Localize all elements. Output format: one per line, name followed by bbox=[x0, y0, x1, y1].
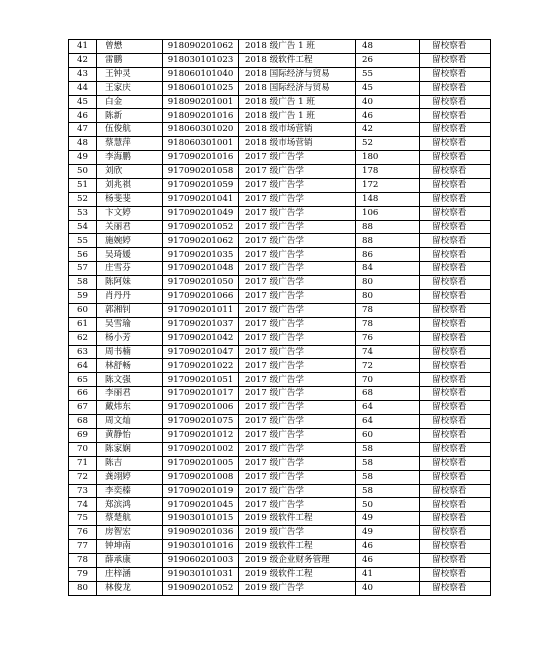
class-name-cell: 2017 级广告学 bbox=[239, 484, 356, 498]
table-row bbox=[69, 359, 491, 373]
score-cell: 49 bbox=[356, 526, 420, 540]
row-number-cell: 80 bbox=[69, 581, 97, 595]
disciplinary-action-cell: 留校察看 bbox=[420, 248, 491, 262]
table-row bbox=[69, 498, 491, 512]
disciplinary-action-cell: 留校察看 bbox=[420, 387, 491, 401]
student-id-cell: 918030101023 bbox=[163, 53, 239, 67]
student-id-cell: 917090201052 bbox=[163, 220, 239, 234]
disciplinary-action-cell: 留校察看 bbox=[420, 553, 491, 567]
table-row bbox=[69, 192, 491, 206]
class-name-cell: 2018 国际经济与贸易 bbox=[239, 81, 356, 95]
table-row bbox=[69, 345, 491, 359]
class-name-cell: 2017 级广告学 bbox=[239, 456, 356, 470]
table-row bbox=[69, 67, 491, 81]
student-name-cell: 杨斐斐 bbox=[97, 192, 163, 206]
table-row bbox=[69, 53, 491, 67]
score-cell: 41 bbox=[356, 567, 420, 581]
class-name-cell: 2019 级软件工程 bbox=[239, 567, 356, 581]
class-name-cell: 2017 级广告学 bbox=[239, 178, 356, 192]
table-row bbox=[69, 220, 491, 234]
table-row bbox=[69, 470, 491, 484]
table-row bbox=[69, 373, 491, 387]
student-id-cell: 917090201058 bbox=[163, 165, 239, 179]
score-cell: 42 bbox=[356, 123, 420, 137]
student-name-cell: 庄梓涵 bbox=[97, 567, 163, 581]
student-name-cell: 曾懋 bbox=[97, 40, 163, 54]
score-cell: 178 bbox=[356, 165, 420, 179]
disciplinary-action-cell: 留校察看 bbox=[420, 290, 491, 304]
disciplinary-action-cell: 留校察看 bbox=[420, 401, 491, 415]
row-number-cell: 51 bbox=[69, 178, 97, 192]
student-name-cell: 关丽君 bbox=[97, 220, 163, 234]
row-number-cell: 64 bbox=[69, 359, 97, 373]
score-cell: 58 bbox=[356, 456, 420, 470]
class-name-cell: 2018 级市场营销 bbox=[239, 123, 356, 137]
student-id-cell: 918090201001 bbox=[163, 95, 239, 109]
student-name-cell: 白金 bbox=[97, 95, 163, 109]
table-row bbox=[69, 331, 491, 345]
row-number-cell: 69 bbox=[69, 428, 97, 442]
disciplinary-action-cell: 留校察看 bbox=[420, 359, 491, 373]
score-cell: 48 bbox=[356, 40, 420, 54]
row-number-cell: 52 bbox=[69, 192, 97, 206]
student-id-cell: 917090201066 bbox=[163, 290, 239, 304]
row-number-cell: 74 bbox=[69, 498, 97, 512]
table-row bbox=[69, 387, 491, 401]
row-number-cell: 63 bbox=[69, 345, 97, 359]
class-name-cell: 2019 级软件工程 bbox=[239, 512, 356, 526]
disciplinary-action-cell: 留校察看 bbox=[420, 484, 491, 498]
score-cell: 58 bbox=[356, 484, 420, 498]
student-id-cell: 917090201002 bbox=[163, 442, 239, 456]
class-name-cell: 2018 级市场营销 bbox=[239, 137, 356, 151]
table-row bbox=[69, 317, 491, 331]
class-name-cell: 2018 级广告 1 班 bbox=[239, 109, 356, 123]
student-name-cell: 林舒畅 bbox=[97, 359, 163, 373]
disciplinary-action-cell: 留校察看 bbox=[420, 581, 491, 595]
score-cell: 50 bbox=[356, 498, 420, 512]
student-name-cell: 王钟灵 bbox=[97, 67, 163, 81]
disciplinary-action-cell: 留校察看 bbox=[420, 331, 491, 345]
student-name-cell: 林俊龙 bbox=[97, 581, 163, 595]
score-cell: 80 bbox=[356, 276, 420, 290]
student-id-cell: 917090201011 bbox=[163, 303, 239, 317]
score-cell: 74 bbox=[356, 345, 420, 359]
row-number-cell: 71 bbox=[69, 456, 97, 470]
disciplinary-action-cell: 留校察看 bbox=[420, 470, 491, 484]
row-number-cell: 62 bbox=[69, 331, 97, 345]
student-id-cell: 917090201019 bbox=[163, 484, 239, 498]
student-name-cell: 王家庆 bbox=[97, 81, 163, 95]
class-name-cell: 2017 级广告学 bbox=[239, 248, 356, 262]
table-row bbox=[69, 262, 491, 276]
score-cell: 106 bbox=[356, 206, 420, 220]
class-name-cell: 2017 级广告学 bbox=[239, 359, 356, 373]
disciplinary-action-cell: 留校察看 bbox=[420, 415, 491, 429]
row-number-cell: 57 bbox=[69, 262, 97, 276]
row-number-cell: 53 bbox=[69, 206, 97, 220]
disciplinary-action-cell: 留校察看 bbox=[420, 276, 491, 290]
student-name-cell: 陈家娴 bbox=[97, 442, 163, 456]
class-name-cell: 2018 级广告 1 班 bbox=[239, 40, 356, 54]
student-id-cell: 917090201049 bbox=[163, 206, 239, 220]
class-name-cell: 2019 级企业财务管理 bbox=[239, 553, 356, 567]
class-name-cell: 2018 级软件工程 bbox=[239, 53, 356, 67]
student-name-cell: 卞文婷 bbox=[97, 206, 163, 220]
table-row bbox=[69, 442, 491, 456]
class-name-cell: 2017 级广告学 bbox=[239, 373, 356, 387]
class-name-cell: 2017 级广告学 bbox=[239, 303, 356, 317]
student-name-cell: 李奕榛 bbox=[97, 484, 163, 498]
class-name-cell: 2017 级广告学 bbox=[239, 387, 356, 401]
table-row bbox=[69, 540, 491, 554]
class-name-cell: 2017 级广告学 bbox=[239, 276, 356, 290]
disciplinary-action-cell: 留校察看 bbox=[420, 345, 491, 359]
student-name-cell: 施婉婷 bbox=[97, 234, 163, 248]
class-name-cell: 2017 级广告学 bbox=[239, 470, 356, 484]
table-row bbox=[69, 415, 491, 429]
student-id-cell: 919090201052 bbox=[163, 581, 239, 595]
score-cell: 60 bbox=[356, 428, 420, 442]
score-cell: 84 bbox=[356, 262, 420, 276]
class-name-cell: 2017 级广告学 bbox=[239, 442, 356, 456]
disciplinary-action-cell: 留校察看 bbox=[420, 178, 491, 192]
class-name-cell: 2017 级广告学 bbox=[239, 331, 356, 345]
student-name-cell: 刘兆祺 bbox=[97, 178, 163, 192]
student-name-cell: 戴炜东 bbox=[97, 401, 163, 415]
student-id-cell: 919090201036 bbox=[163, 526, 239, 540]
disciplinary-action-cell: 留校察看 bbox=[420, 192, 491, 206]
score-cell: 80 bbox=[356, 290, 420, 304]
student-name-cell: 吴雪瑜 bbox=[97, 317, 163, 331]
table-row bbox=[69, 581, 491, 595]
table-row bbox=[69, 553, 491, 567]
student-id-cell: 917090201016 bbox=[163, 151, 239, 165]
table-row bbox=[69, 81, 491, 95]
row-number-cell: 65 bbox=[69, 373, 97, 387]
student-name-cell: 李海鹏 bbox=[97, 151, 163, 165]
row-number-cell: 56 bbox=[69, 248, 97, 262]
student-id-cell: 917090201022 bbox=[163, 359, 239, 373]
table-row bbox=[69, 303, 491, 317]
student-id-cell: 918060301001 bbox=[163, 137, 239, 151]
table-row bbox=[69, 567, 491, 581]
disciplinary-action-cell: 留校察看 bbox=[420, 40, 491, 54]
score-cell: 172 bbox=[356, 178, 420, 192]
class-name-cell: 2017 级广告学 bbox=[239, 498, 356, 512]
disciplinary-action-cell: 留校察看 bbox=[420, 123, 491, 137]
table-row bbox=[69, 512, 491, 526]
class-name-cell: 2017 级广告学 bbox=[239, 317, 356, 331]
score-cell: 46 bbox=[356, 109, 420, 123]
student-id-cell: 918090201062 bbox=[163, 40, 239, 54]
class-name-cell: 2018 国际经济与贸易 bbox=[239, 67, 356, 81]
row-number-cell: 68 bbox=[69, 415, 97, 429]
table-row bbox=[69, 137, 491, 151]
row-number-cell: 72 bbox=[69, 470, 97, 484]
table-row bbox=[69, 123, 491, 137]
disciplinary-action-cell: 留校察看 bbox=[420, 456, 491, 470]
student-id-cell: 917090201045 bbox=[163, 498, 239, 512]
class-name-cell: 2017 级广告学 bbox=[239, 290, 356, 304]
class-name-cell: 2017 级广告学 bbox=[239, 345, 356, 359]
class-name-cell: 2017 级广告学 bbox=[239, 428, 356, 442]
student-id-cell: 917090201075 bbox=[163, 415, 239, 429]
student-id-cell: 917090201041 bbox=[163, 192, 239, 206]
student-id-cell: 919030101015 bbox=[163, 512, 239, 526]
table-row bbox=[69, 178, 491, 192]
table-row bbox=[69, 248, 491, 262]
table-row bbox=[69, 484, 491, 498]
table-row bbox=[69, 401, 491, 415]
class-name-cell: 2017 级广告学 bbox=[239, 165, 356, 179]
student-name-cell: 陈新 bbox=[97, 109, 163, 123]
score-cell: 78 bbox=[356, 317, 420, 331]
row-number-cell: 48 bbox=[69, 137, 97, 151]
score-cell: 180 bbox=[356, 151, 420, 165]
score-cell: 86 bbox=[356, 248, 420, 262]
row-number-cell: 67 bbox=[69, 401, 97, 415]
score-cell: 52 bbox=[356, 137, 420, 151]
disciplinary-action-cell: 留校察看 bbox=[420, 137, 491, 151]
score-cell: 49 bbox=[356, 512, 420, 526]
student-id-cell: 917090201059 bbox=[163, 178, 239, 192]
student-name-cell: 雷鹏 bbox=[97, 53, 163, 67]
row-number-cell: 42 bbox=[69, 53, 97, 67]
table-row bbox=[69, 276, 491, 290]
student-id-cell: 917090201037 bbox=[163, 317, 239, 331]
table-row bbox=[69, 526, 491, 540]
disciplinary-action-cell: 留校察看 bbox=[420, 373, 491, 387]
disciplinary-action-cell: 留校察看 bbox=[420, 540, 491, 554]
score-cell: 58 bbox=[356, 470, 420, 484]
student-id-cell: 917090201051 bbox=[163, 373, 239, 387]
table-row bbox=[69, 428, 491, 442]
row-number-cell: 78 bbox=[69, 553, 97, 567]
class-name-cell: 2017 级广告学 bbox=[239, 206, 356, 220]
row-number-cell: 49 bbox=[69, 151, 97, 165]
disciplinary-action-cell: 留校察看 bbox=[420, 81, 491, 95]
class-name-cell: 2018 级广告 1 班 bbox=[239, 95, 356, 109]
student-name-cell: 钟坤南 bbox=[97, 540, 163, 554]
class-name-cell: 2017 级广告学 bbox=[239, 415, 356, 429]
class-name-cell: 2017 级广告学 bbox=[239, 401, 356, 415]
score-cell: 78 bbox=[356, 303, 420, 317]
disciplinary-action-cell: 留校察看 bbox=[420, 498, 491, 512]
student-name-cell: 周书楠 bbox=[97, 345, 163, 359]
row-number-cell: 76 bbox=[69, 526, 97, 540]
disciplinary-action-cell: 留校察看 bbox=[420, 428, 491, 442]
disciplinary-action-cell: 留校察看 bbox=[420, 206, 491, 220]
row-number-cell: 59 bbox=[69, 290, 97, 304]
class-name-cell: 2017 级广告学 bbox=[239, 262, 356, 276]
table-row bbox=[69, 165, 491, 179]
score-cell: 40 bbox=[356, 581, 420, 595]
score-cell: 88 bbox=[356, 234, 420, 248]
student-id-cell: 917090201012 bbox=[163, 428, 239, 442]
table-row bbox=[69, 40, 491, 54]
row-number-cell: 45 bbox=[69, 95, 97, 109]
student-name-cell: 陈阿妹 bbox=[97, 276, 163, 290]
row-number-cell: 60 bbox=[69, 303, 97, 317]
score-cell: 148 bbox=[356, 192, 420, 206]
row-number-cell: 77 bbox=[69, 540, 97, 554]
score-cell: 46 bbox=[356, 540, 420, 554]
discipline-list-table bbox=[68, 39, 491, 596]
row-number-cell: 46 bbox=[69, 109, 97, 123]
student-name-cell: 房智宏 bbox=[97, 526, 163, 540]
row-number-cell: 66 bbox=[69, 387, 97, 401]
disciplinary-action-cell: 留校察看 bbox=[420, 95, 491, 109]
class-name-cell: 2019 级广告学 bbox=[239, 526, 356, 540]
table-row bbox=[69, 151, 491, 165]
table-body bbox=[69, 40, 491, 596]
score-cell: 55 bbox=[356, 67, 420, 81]
student-id-cell: 917090201050 bbox=[163, 276, 239, 290]
disciplinary-action-cell: 留校察看 bbox=[420, 67, 491, 81]
disciplinary-action-cell: 留校察看 bbox=[420, 262, 491, 276]
student-name-cell: 伍俊航 bbox=[97, 123, 163, 137]
student-id-cell: 919060201003 bbox=[163, 553, 239, 567]
table-row bbox=[69, 456, 491, 470]
score-cell: 58 bbox=[356, 442, 420, 456]
disciplinary-action-cell: 留校察看 bbox=[420, 53, 491, 67]
student-id-cell: 917090201006 bbox=[163, 401, 239, 415]
student-id-cell: 918090201016 bbox=[163, 109, 239, 123]
score-cell: 76 bbox=[356, 331, 420, 345]
table-row bbox=[69, 290, 491, 304]
student-id-cell: 918060301020 bbox=[163, 123, 239, 137]
score-cell: 46 bbox=[356, 553, 420, 567]
student-id-cell: 919030101016 bbox=[163, 540, 239, 554]
disciplinary-action-cell: 留校察看 bbox=[420, 234, 491, 248]
student-name-cell: 蔡慧萍 bbox=[97, 137, 163, 151]
score-cell: 64 bbox=[356, 401, 420, 415]
student-name-cell: 郑滨鸿 bbox=[97, 498, 163, 512]
student-name-cell: 陈文强 bbox=[97, 373, 163, 387]
student-name-cell: 薛承康 bbox=[97, 553, 163, 567]
student-id-cell: 917090201008 bbox=[163, 470, 239, 484]
disciplinary-action-cell: 留校察看 bbox=[420, 317, 491, 331]
disciplinary-action-cell: 留校察看 bbox=[420, 151, 491, 165]
row-number-cell: 70 bbox=[69, 442, 97, 456]
row-number-cell: 55 bbox=[69, 234, 97, 248]
student-id-cell: 917090201042 bbox=[163, 331, 239, 345]
score-cell: 40 bbox=[356, 95, 420, 109]
score-cell: 70 bbox=[356, 373, 420, 387]
row-number-cell: 73 bbox=[69, 484, 97, 498]
row-number-cell: 50 bbox=[69, 165, 97, 179]
student-name-cell: 刘欣 bbox=[97, 165, 163, 179]
class-name-cell: 2017 级广告学 bbox=[239, 220, 356, 234]
student-name-cell: 龚翊婷 bbox=[97, 470, 163, 484]
class-name-cell: 2017 级广告学 bbox=[239, 234, 356, 248]
score-cell: 72 bbox=[356, 359, 420, 373]
class-name-cell: 2019 级广告学 bbox=[239, 581, 356, 595]
disciplinary-action-cell: 留校察看 bbox=[420, 109, 491, 123]
student-id-cell: 917090201017 bbox=[163, 387, 239, 401]
row-number-cell: 79 bbox=[69, 567, 97, 581]
student-name-cell: 李丽君 bbox=[97, 387, 163, 401]
student-id-cell: 917090201047 bbox=[163, 345, 239, 359]
class-name-cell: 2017 级广告学 bbox=[239, 151, 356, 165]
row-number-cell: 61 bbox=[69, 317, 97, 331]
student-id-cell: 918060101025 bbox=[163, 81, 239, 95]
row-number-cell: 41 bbox=[69, 40, 97, 54]
row-number-cell: 75 bbox=[69, 512, 97, 526]
table-row bbox=[69, 206, 491, 220]
student-name-cell: 黄静怡 bbox=[97, 428, 163, 442]
class-name-cell: 2019 级软件工程 bbox=[239, 540, 356, 554]
row-number-cell: 58 bbox=[69, 276, 97, 290]
student-name-cell: 周文灿 bbox=[97, 415, 163, 429]
table-row bbox=[69, 95, 491, 109]
row-number-cell: 44 bbox=[69, 81, 97, 95]
student-name-cell: 吴琦媛 bbox=[97, 248, 163, 262]
student-name-cell: 郭湘钊 bbox=[97, 303, 163, 317]
student-id-cell: 917090201062 bbox=[163, 234, 239, 248]
disciplinary-action-cell: 留校察看 bbox=[420, 442, 491, 456]
table-row bbox=[69, 234, 491, 248]
disciplinary-action-cell: 留校察看 bbox=[420, 526, 491, 540]
table-row bbox=[69, 109, 491, 123]
student-name-cell: 肖丹丹 bbox=[97, 290, 163, 304]
student-id-cell: 918060101040 bbox=[163, 67, 239, 81]
student-id-cell: 917090201048 bbox=[163, 262, 239, 276]
disciplinary-action-cell: 留校察看 bbox=[420, 567, 491, 581]
disciplinary-action-cell: 留校察看 bbox=[420, 512, 491, 526]
student-id-cell: 917090201005 bbox=[163, 456, 239, 470]
row-number-cell: 47 bbox=[69, 123, 97, 137]
student-name-cell: 杨小芳 bbox=[97, 331, 163, 345]
score-cell: 26 bbox=[356, 53, 420, 67]
score-cell: 68 bbox=[356, 387, 420, 401]
row-number-cell: 43 bbox=[69, 67, 97, 81]
score-cell: 64 bbox=[356, 415, 420, 429]
disciplinary-action-cell: 留校察看 bbox=[420, 303, 491, 317]
disciplinary-action-cell: 留校察看 bbox=[420, 165, 491, 179]
row-number-cell: 54 bbox=[69, 220, 97, 234]
student-name-cell: 陈吉 bbox=[97, 456, 163, 470]
student-name-cell: 庄雪芬 bbox=[97, 262, 163, 276]
score-cell: 88 bbox=[356, 220, 420, 234]
score-cell: 45 bbox=[356, 81, 420, 95]
student-id-cell: 917090201035 bbox=[163, 248, 239, 262]
student-name-cell: 蔡楚航 bbox=[97, 512, 163, 526]
class-name-cell: 2017 级广告学 bbox=[239, 192, 356, 206]
student-id-cell: 919030101031 bbox=[163, 567, 239, 581]
disciplinary-action-cell: 留校察看 bbox=[420, 220, 491, 234]
